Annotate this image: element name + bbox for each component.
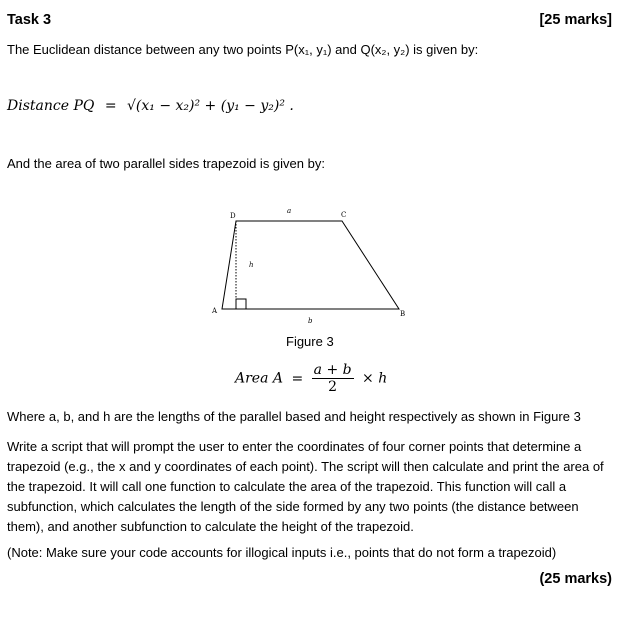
area-formula-lhs: Area A <box>235 370 283 387</box>
intro-text: The Euclidean distance between any two points P(x₁, y₁) and Q(x₂, y₂) is given by: <box>7 42 479 57</box>
area-formula-denominator: 2 <box>328 379 338 395</box>
area-formula-tail: × h <box>362 370 388 387</box>
paragraph-note: (Note: Make sure your code accounts for illogical inputs i.e., points that do not form a trapezoid) <box>7 545 557 560</box>
trapezoid-figure <box>200 200 420 328</box>
area-intro-text: And the area of two parallel sides trapezoid is given by: <box>7 156 325 171</box>
paragraph-instructions: Write a script that will prompt the user to enter the coordinates of four corner points that determine a trapezoid (e.g., the x and y coordinates of each point). The script will then calculate and print the area of the trapezoid. It will call one function to calculate the area of the trapezoid. This function will call a subfunction, which calculates the length of the side formed by any two points (the distance between them), and another subfunction to calculate the height of the trapezoid. <box>7 439 604 534</box>
marks-label: [25 marks] <box>539 12 612 28</box>
distance-formula <box>7 98 294 114</box>
paragraph-definitions: Where a, b, and h are the lengths of the parallel based and height respectively as shown in Figure 3 <box>7 409 581 424</box>
label-b: b <box>308 317 313 325</box>
figure-caption: Figure 3 <box>286 334 334 349</box>
label-a: a <box>287 207 292 215</box>
right-angle-marker <box>236 299 246 309</box>
area-formula-eq: = <box>291 370 304 387</box>
label-c: C <box>341 211 347 219</box>
label-a-vertex: A <box>212 307 218 315</box>
area-formula-fraction <box>312 362 354 395</box>
label-d: D <box>230 212 236 220</box>
area-formula <box>235 362 387 398</box>
distance-formula-lhs: Distance PQ <box>7 98 95 114</box>
distance-formula-rhs: √(x₁ − x₂)² + (y₁ − y₂)² . <box>127 98 294 114</box>
task-title: Task 3 <box>7 12 52 28</box>
label-b-vertex: B <box>400 310 406 318</box>
area-formula-numerator: a + b <box>313 362 352 378</box>
label-h: h <box>249 261 254 269</box>
footer-marks: (25 marks) <box>539 571 612 587</box>
distance-formula-eq: = <box>104 98 117 114</box>
